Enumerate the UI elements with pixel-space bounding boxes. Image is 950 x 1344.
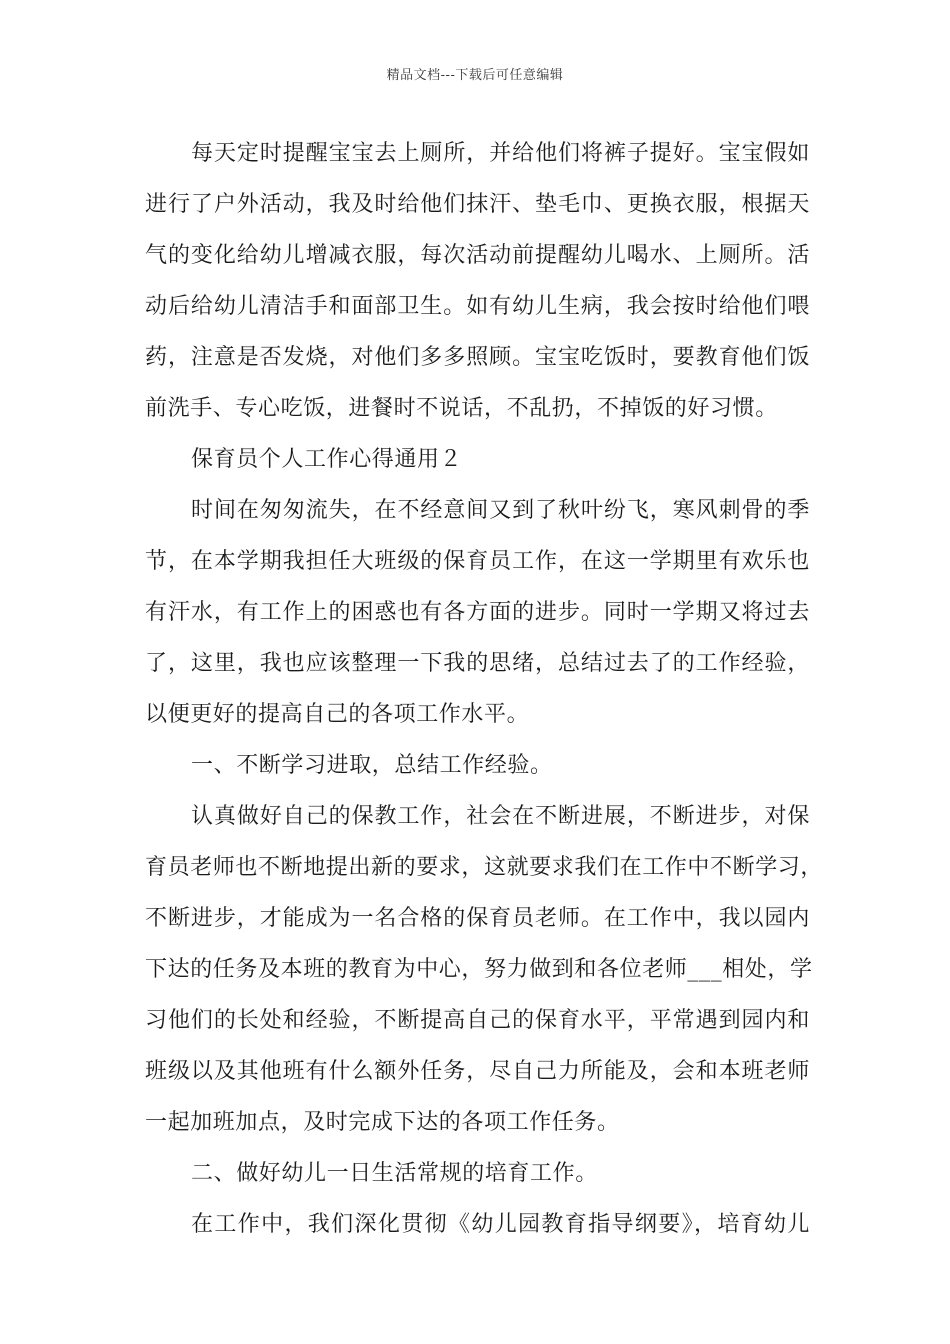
text-line: 一起加班加点，及时完成下达的各项工作任务。 bbox=[145, 1110, 620, 1135]
text-line: 在工作中，我们深化贯彻《幼儿园教育指导纲要》，培育幼儿 bbox=[191, 1212, 810, 1237]
text-line: 班级以及其他班有什么额外任务，尽自己力所能及，会和本班老师 bbox=[145, 1059, 810, 1084]
text-line: 每天定时提醒宝宝去上厕所，并给他们将裤子提好。宝宝假如 bbox=[191, 141, 810, 166]
text-line: 不断进步，才能成为一名合格的保育员老师。在工作中，我以园内 bbox=[145, 906, 810, 931]
text-line: 进行了户外活动，我及时给他们抹汗、垫毛巾、更换衣服，根据天 bbox=[145, 192, 810, 217]
text-line: 有汗水，有工作上的困惑也有各方面的进步。同时一学期又将过去 bbox=[145, 600, 810, 625]
paragraph bbox=[145, 1199, 810, 1250]
text-line: 节，在本学期我担任大班级的保育员工作，在这一学期里有欢乐也 bbox=[145, 549, 810, 574]
section-heading: 保育员个人工作心得通用２ bbox=[191, 447, 463, 472]
page-header: 精品文档---下载后可任意编辑 bbox=[386, 68, 564, 83]
text-line: 育员老师也不断地提出新的要求，这就要求我们在工作中不断学习， bbox=[145, 855, 824, 880]
section-heading: 一、不断学习进取，总结工作经验。 bbox=[191, 753, 553, 778]
paragraph bbox=[145, 128, 810, 434]
text-line: 了，这里，我也应该整理一下我的思绪，总结过去了的工作经验， bbox=[145, 651, 810, 676]
text-line: 时间在匆匆流失，在不经意间又到了秋叶纷飞，寒风刺骨的季 bbox=[191, 498, 810, 523]
paragraph bbox=[145, 791, 824, 1148]
text-line: 动后给幼儿清洁手和面部卫生。如有幼儿生病，我会按时给他们喂 bbox=[145, 294, 810, 319]
text-line: 气的变化给幼儿增减衣服，每次活动前提醒幼儿喝水、上厕所。活 bbox=[145, 243, 810, 268]
section-heading: 二、做好幼儿一日生活常规的培育工作。 bbox=[191, 1161, 598, 1186]
text-line: 下达的任务及本班的教育为中心，努力做到和各位老师___相处，学 bbox=[145, 957, 813, 982]
text-line: 以便更好的提高自己的各项工作水平。 bbox=[145, 702, 530, 727]
text-line: 药，注意是否发烧，对他们多多照顾。宝宝吃饭时，要教育他们饭 bbox=[145, 345, 810, 370]
paragraph bbox=[145, 485, 810, 740]
document-body bbox=[145, 128, 824, 1250]
text-line: 前洗手、专心吃饭，进餐时不说话，不乱扔，不掉饭的好习惯。 bbox=[145, 396, 778, 421]
text-line: 习他们的长处和经验，不断提高自己的保育水平，平常遇到园内和 bbox=[145, 1008, 810, 1033]
text-line: 认真做好自己的保教工作，社会在不断进展，不断进步，对保 bbox=[191, 804, 810, 829]
